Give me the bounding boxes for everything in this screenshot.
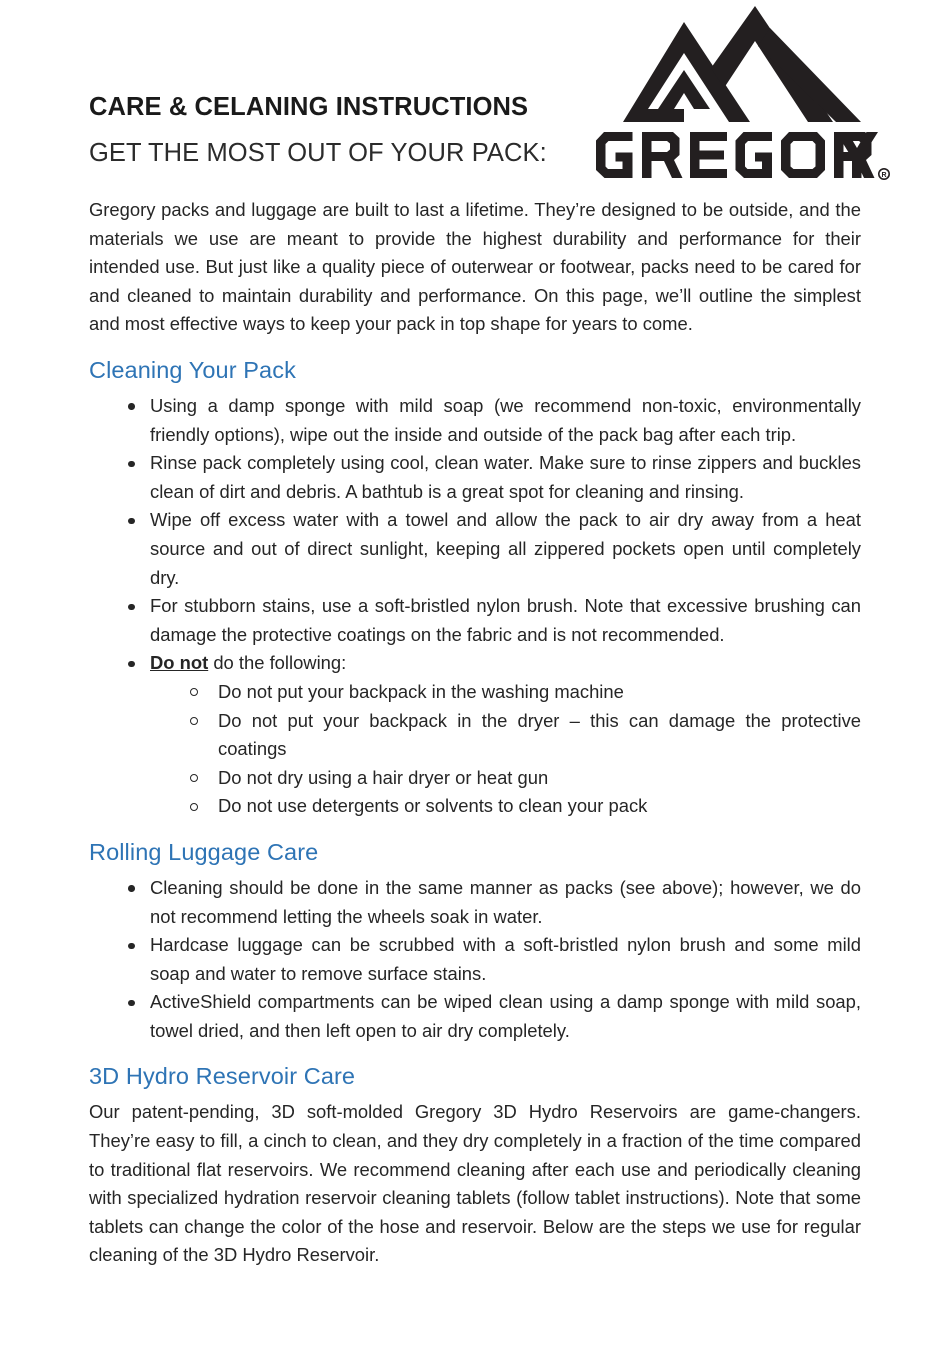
list-item [89, 874, 861, 931]
list-item-text: Hardcase luggage can be scrubbed with a soft-bristled nylon brush and some mild soap and water to remove surface stains. [150, 934, 861, 984]
list-item-text: For stubborn stains, use a soft-bristled nylon brush. Note that excessive brushing can damage the protective coatings on the fabric and is not recommended. [150, 595, 861, 645]
list-item-text [150, 649, 861, 678]
sub-list-item-text: Do not put your backpack in the washing machine [218, 680, 624, 702]
cleaning-your-pack-list [89, 392, 861, 678]
spacer [89, 339, 861, 357]
bullet-disc-icon [128, 1000, 135, 1007]
rolling-luggage-care-list [89, 874, 861, 1046]
list-item-text: ActiveShield compartments can be wiped clean using a damp sponge with mild soap, towel dried, and then left open to air dry completely. [150, 991, 861, 1041]
sub-list-item-text: Do not dry using a hair dryer or heat gun [218, 766, 549, 788]
section-heading-cleaning-your-pack: Cleaning Your Pack [89, 356, 296, 383]
sub-list-item [150, 792, 861, 821]
gregory-wordmark [596, 128, 892, 180]
spacer [89, 821, 861, 839]
spacer [89, 866, 861, 874]
list-item [89, 506, 861, 592]
sub-list-item [150, 678, 861, 707]
list-item-text: Wipe off excess water with a towel and allow the pack to air dry away from a heat source and out of direct sunlight, keeping all zippered pockets open until completely dry. [150, 509, 861, 588]
gregory-mountain-logo-icon [618, 4, 866, 130]
brand-logo [596, 4, 892, 186]
list-item-text: Using a damp sponge with mild soap (we recommend non-toxic, environmentally friendly options), wipe out the inside and outside of the pack bag after each trip. [150, 394, 861, 445]
bullet-disc-icon [128, 661, 135, 668]
spacer [89, 1090, 861, 1098]
bullet-disc-icon [128, 403, 135, 410]
spacer [89, 1045, 861, 1063]
spacer [89, 384, 861, 392]
bullet-disc-icon [128, 518, 135, 525]
list-item-do-not [89, 649, 861, 678]
bullet-circle-icon [190, 774, 198, 782]
bullet-circle-icon [190, 717, 198, 725]
do-not-sublist-wrapper [89, 678, 861, 821]
intro-paragraph: Gregory packs and luggage are built to last a lifetime. They’re designed to be outside, and the materials we use are meant to provide the highest durability and performance for their intended use. But just like a quality piece of outerwear or footwear, packs need to be cared for and cleaned to maintain durability and performance. On this page, we’ll outline the simplest and most effective ways to keep your pack in top shape for years to come. [89, 199, 861, 335]
page-subtitle: GET THE MOST OUT OF YOUR PACK: [89, 138, 547, 167]
sub-list-item [150, 707, 861, 764]
document-header [0, 0, 950, 192]
sub-list-item [150, 764, 861, 793]
section-heading-rolling-luggage-care: Rolling Luggage Care [89, 838, 319, 865]
bullet-circle-icon [190, 688, 198, 696]
title-group [89, 93, 599, 167]
list-item [89, 392, 861, 449]
bullet-disc-icon [128, 604, 135, 611]
list-item-text: Cleaning should be done in the same manner as packs (see above); however, we do not recommend letting the wheels soak in water. [150, 876, 861, 927]
bullet-disc-icon [128, 943, 135, 950]
section-heading-hydro-reservoir-care: 3D Hydro Reservoir Care [89, 1063, 356, 1090]
document-body [89, 196, 861, 1270]
do-not-sublist [150, 678, 861, 821]
do-not-rest: do the following: [208, 652, 347, 674]
bullet-disc-icon [128, 461, 135, 468]
svg-text:R: R [881, 172, 887, 180]
list-item [89, 931, 861, 988]
list-item [89, 592, 861, 649]
bullet-disc-icon [128, 885, 135, 892]
page-title: CARE & CELANING INSTRUCTIONS [89, 93, 529, 121]
sub-list-item-text: Do not put your backpack in the dryer – this can damage the protective coatings [218, 709, 861, 760]
list-item [89, 449, 861, 506]
bullet-circle-icon [190, 803, 198, 811]
sub-list-item-text: Do not use detergents or solvents to clean your pack [218, 795, 648, 817]
list-item-text: Rinse pack completely using cool, clean water. Make sure to rinse zippers and buckles clean of dirt and debris. A bathtub is a great spot for cleaning and rinsing. [150, 452, 861, 502]
registered-trademark-icon [879, 169, 889, 179]
hydro-reservoir-paragraph: Our patent-pending, 3D soft-molded Gregory 3D Hydro Reservoirs are game-changers. They’re easy to fill, a cinch to clean, and they dry completely in a fraction of the time compared to traditional flat reservoirs. We recommend cleaning after each use and periodically cleaning with specialized hydration reservoir cleaning tablets (follow tablet instructions). Note that some tablets can change the color of the hose and reservoir. Below are the steps we use for regular cleaning of the 3D Hydro Reservoir. [89, 1101, 861, 1266]
do-not-emphasis: Do not [150, 652, 209, 674]
list-item [89, 988, 861, 1045]
